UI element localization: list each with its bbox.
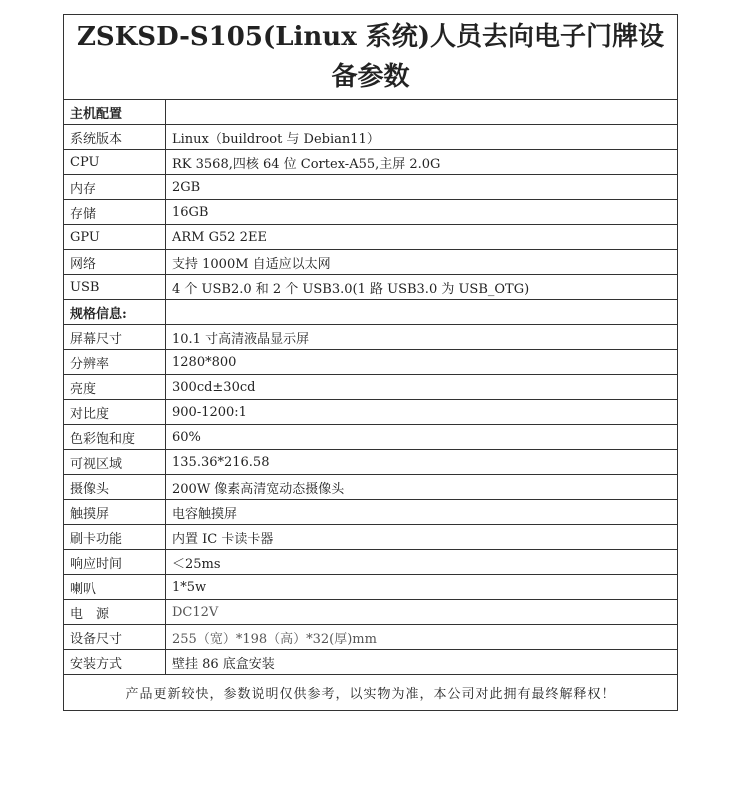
spec-value: 1*5w (166, 575, 678, 600)
spec-label: 内存 (64, 175, 166, 200)
spec-row (64, 175, 678, 200)
spec-row (64, 225, 678, 250)
spec-value: 1280*800 (166, 350, 678, 375)
spec-label: 可视区域 (64, 450, 166, 475)
section-heading-blank (166, 300, 678, 325)
spec-value: 300cd±30cd (166, 375, 678, 400)
spec-value: 255（宽）*198（高）*32(厚)mm (166, 625, 678, 650)
spec-label: 对比度 (64, 400, 166, 425)
spec-row (64, 625, 678, 650)
spec-label: 网络 (64, 250, 166, 275)
spec-label: 响应时间 (64, 550, 166, 575)
spec-value: 60% (166, 425, 678, 450)
section-header-row (64, 100, 678, 125)
spec-value: 壁挂 86 底盒安装 (166, 650, 678, 675)
spec-value: 2GB (166, 175, 678, 200)
section-header-row (64, 300, 678, 325)
spec-value: ＜25ms (166, 550, 678, 575)
spec-row (64, 500, 678, 525)
spec-row (64, 200, 678, 225)
spec-row (64, 125, 678, 150)
spec-label: 安装方式 (64, 650, 166, 675)
spec-row (64, 650, 678, 675)
spec-label: CPU (64, 150, 166, 175)
spec-label: 亮度 (64, 375, 166, 400)
spec-value: ARM G52 2EE (166, 225, 678, 250)
title-row (64, 15, 678, 100)
spec-row (64, 575, 678, 600)
spec-row (64, 375, 678, 400)
spec-row (64, 425, 678, 450)
spec-row (64, 250, 678, 275)
spec-row (64, 600, 678, 625)
spec-label: 触摸屏 (64, 500, 166, 525)
spec-label: 喇叭 (64, 575, 166, 600)
spec-value: 135.36*216.58 (166, 450, 678, 475)
spec-value: DC12V (166, 600, 678, 625)
spec-label: GPU (64, 225, 166, 250)
spec-value: 内置 IC 卡读卡器 (166, 525, 678, 550)
spec-value: 电容触摸屏 (166, 500, 678, 525)
spec-value: 10.1 寸高清液晶显示屏 (166, 325, 678, 350)
spec-row (64, 400, 678, 425)
footer-row (64, 675, 678, 711)
spec-label: 电 源 (64, 600, 166, 625)
spec-label: 屏幕尺寸 (64, 325, 166, 350)
spec-table-body (64, 15, 678, 711)
spec-label: 摄像头 (64, 475, 166, 500)
spec-value: 支持 1000M 自适应以太网 (166, 250, 678, 275)
spec-table (63, 14, 678, 711)
section-heading: 主机配置 (64, 100, 166, 125)
spec-row (64, 325, 678, 350)
footer-note: 产品更新较快，参数说明仅供参考，以实物为准，本公司对此拥有最终解释权！ (64, 675, 678, 711)
spec-label: 色彩饱和度 (64, 425, 166, 450)
spec-row (64, 350, 678, 375)
spec-value: 4 个 USB2.0 和 2 个 USB3.0(1 路 USB3.0 为 USB_OTG) (166, 275, 678, 300)
spec-row (64, 450, 678, 475)
spec-row (64, 475, 678, 500)
section-heading: 规格信息: (64, 300, 166, 325)
spec-label: 系统版本 (64, 125, 166, 150)
spec-row (64, 525, 678, 550)
spec-value: RK 3568,四核 64 位 Cortex-A55,主屏 2.0G (166, 150, 678, 175)
page-title: ZSKSD-S105(Linux 系统)人员去向电子门牌设备参数 (64, 15, 678, 100)
spec-label: 存储 (64, 200, 166, 225)
spec-label: USB (64, 275, 166, 300)
spec-row (64, 150, 678, 175)
spec-value: Linux（buildroot 与 Debian11） (166, 125, 678, 150)
spec-label: 刷卡功能 (64, 525, 166, 550)
spec-value: 900-1200:1 (166, 400, 678, 425)
spec-label: 分辨率 (64, 350, 166, 375)
spec-value: 16GB (166, 200, 678, 225)
spec-label: 设备尺寸 (64, 625, 166, 650)
spec-row (64, 550, 678, 575)
spec-value: 200W 像素高清宽动态摄像头 (166, 475, 678, 500)
spec-row (64, 275, 678, 300)
section-heading-blank (166, 100, 678, 125)
